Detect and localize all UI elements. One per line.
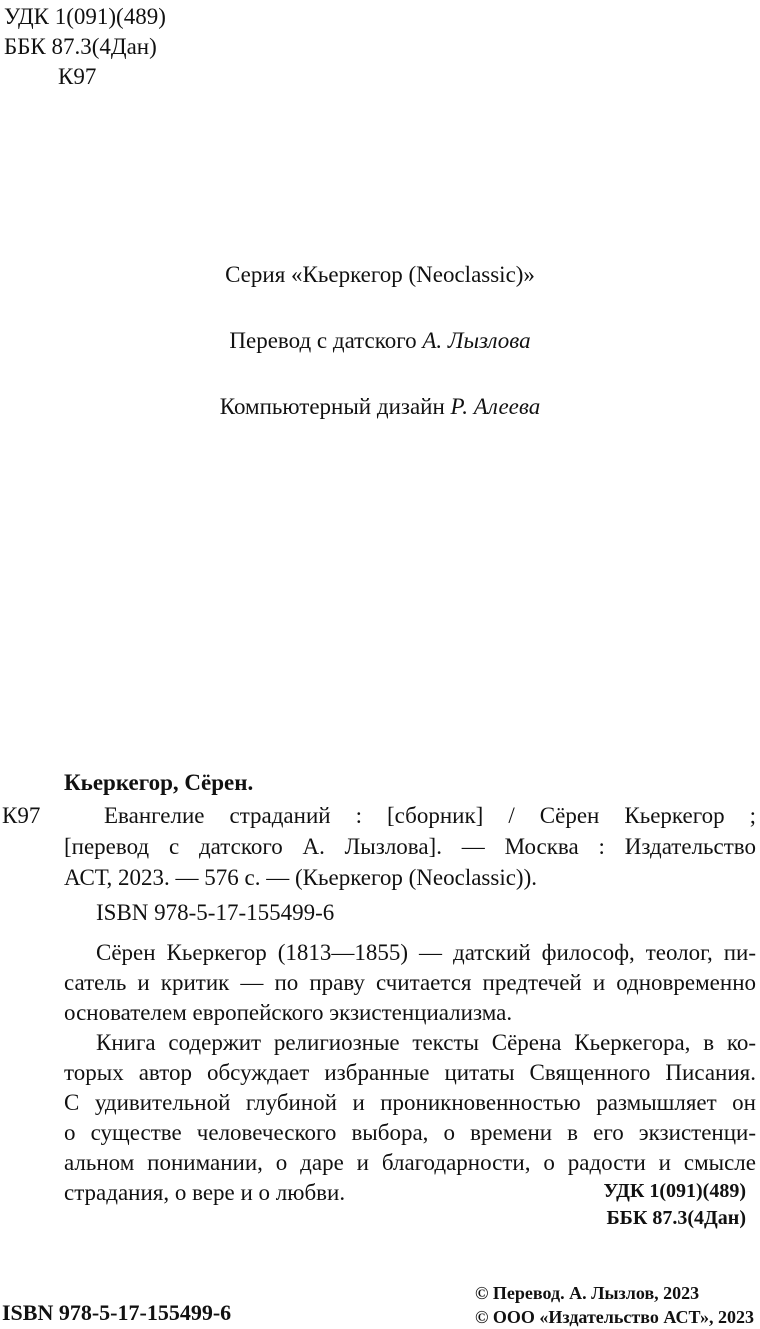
- translator-name: А. Лызлова: [422, 328, 531, 353]
- design-credit: [0, 394, 760, 420]
- udk-code-right: УДК 1(091)(489): [603, 1180, 746, 1202]
- annotation-line: сатель и критик — по праву считается предтечей и одновременно: [64, 970, 756, 995]
- annotation-line: С удивительной глубиной и проникновенностью размышляет он: [64, 1090, 756, 1115]
- udk-code: УДК 1(091)(489): [4, 4, 166, 29]
- annotation-line: страдания, о вере и о любви.: [64, 1180, 346, 1205]
- annotation-paragraph: [64, 938, 756, 1028]
- bibliographic-description: [64, 800, 756, 893]
- copyright-block: [475, 1281, 754, 1329]
- annotation-line: основателем европейского экзистенциализма.: [64, 1000, 513, 1025]
- catalog-author-mark: К97: [2, 803, 41, 828]
- classification-codes: [4, 2, 166, 92]
- designer-name: Р. Алеева: [450, 394, 541, 419]
- annotation-line: о существе человеческого выбора, о времени в его экзистенци-: [64, 1120, 756, 1145]
- footer-isbn: ISBN 978-5-17-155499-6: [2, 1300, 232, 1325]
- annotation-line: альном понимании, о даре и благодарности, о радости и смысле: [64, 1150, 756, 1175]
- annotation-line: торых автор обсуждает избранные цитаты Священного Писания.: [64, 1060, 756, 1085]
- classification-codes-right: [603, 1178, 746, 1232]
- copyright-translation: © Перевод. А. Лызлов, 2023: [474, 1283, 700, 1303]
- annotation-line: Книга содержит религиозные тексты Сёрена Кьеркегора, в ко-: [96, 1030, 756, 1055]
- annotation-line: Сёрен Кьеркегор (1813—1855) — датский философ, теолог, пи-: [96, 940, 756, 965]
- catalog-isbn: ISBN 978-5-17-155499-6: [96, 900, 335, 925]
- biblio-line: АСТ, 2023. — 576 с. — (Кьеркегор (Neoclassic)).: [64, 865, 537, 890]
- translation-prefix: Перевод с датского: [229, 328, 423, 353]
- catalog-author: Кьеркегор, Сёрен.: [64, 770, 254, 795]
- copyright-publisher: © ООО «Издательство АСТ», 2023: [474, 1307, 754, 1327]
- translation-credit: [0, 328, 760, 354]
- author-mark: К97: [58, 64, 97, 89]
- bbk-code: ББК 87.3(4Дан): [4, 34, 157, 59]
- biblio-line: Евангелие страданий : [сборник] / Сёрен Кьеркегор ;: [104, 803, 756, 828]
- biblio-line: [перевод с датского А. Лызлова]. — Москва : Издательство: [64, 834, 756, 859]
- annotation: [64, 938, 756, 1208]
- series-line: Серия «Кьеркегор (Neoclassic)»: [225, 262, 535, 287]
- design-prefix: Компьютерный дизайн: [219, 394, 451, 419]
- bbk-code-right: ББК 87.3(4Дан): [606, 1207, 746, 1229]
